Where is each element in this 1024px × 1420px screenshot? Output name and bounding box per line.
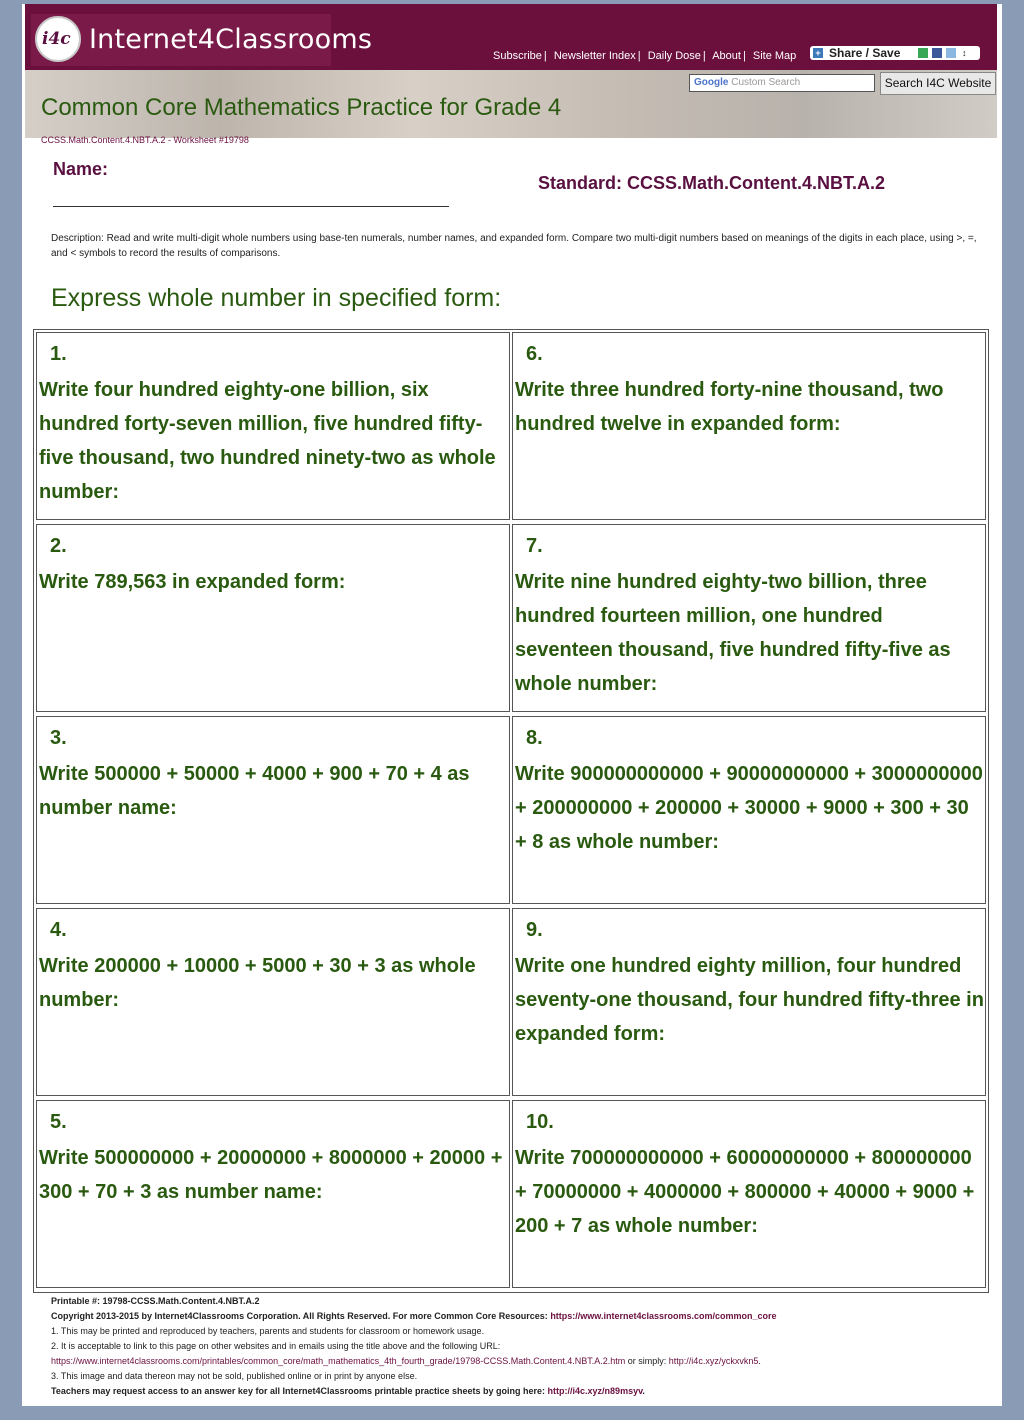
- nav-site-map[interactable]: Site Map: [752, 50, 797, 62]
- name-line: [53, 206, 449, 207]
- footer-note-1: 1. This may be printed and reproduced by teachers, parents and students for classroom or homework usage.: [51, 1326, 485, 1336]
- standard-label: Standard: CCSS.Math.Content.4.NBT.A.2: [538, 173, 886, 193]
- question-cell-6: [512, 332, 986, 520]
- facebook-icon: [932, 48, 942, 58]
- question-text: Write four hundred eighty-one billion, six hundred forty-seven million, five hundred fifty-five thousand, two hundred ninety-two as whole number:: [39, 379, 496, 503]
- question-number: 6.: [526, 343, 543, 365]
- search-input[interactable]: [689, 74, 875, 92]
- worksheet-page: [22, 4, 1002, 1406]
- share-icon: [918, 48, 928, 58]
- or-simply-text: or simply:: [625, 1356, 669, 1366]
- top-nav: Subscribe | Newsletter Index | Daily Dose | About | Site Map: [493, 50, 797, 62]
- share-save-button[interactable]: [810, 46, 980, 60]
- nav-subscribe[interactable]: Subscribe: [493, 50, 542, 62]
- nav-daily-dose[interactable]: Daily Dose: [647, 50, 701, 62]
- question-text: Write one hundred eighty million, four hundred seventy-one thousand, four hundred fifty-three in expanded form:: [515, 955, 984, 1045]
- question-text: Write 789,563 in expanded form:: [39, 571, 346, 593]
- question-text: Write 200000 + 10000 + 5000 + 30 + 3 as whole number:: [39, 955, 476, 1011]
- question-text: Write 700000000000 + 60000000000 + 800000000 + 70000000 + 4000000 + 800000 + 40000 + 9000 + 200 + 7 as whole number:: [515, 1147, 975, 1237]
- footer-note-3: 3. This image and data thereon may not be sold, published online or in print by anyone else.: [51, 1371, 418, 1381]
- logo-text: Internet4Classrooms: [89, 24, 373, 55]
- dropdown-arrows-icon: ↕: [962, 48, 967, 58]
- question-number: 4.: [50, 919, 67, 941]
- answer-key-link[interactable]: http://i4c.xyz/n89msyv: [547, 1386, 643, 1396]
- question-number: 9.: [526, 919, 543, 941]
- question-cell-5: [36, 1100, 510, 1288]
- printable-number: Printable #: 19798-CCSS.Math.Content.4.NBT.A.2: [51, 1296, 260, 1306]
- worksheet-url-link[interactable]: https://www.internet4classrooms.com/printables/common_core/math_mathematics_4th_fourth_grade/19798-CCSS.Math.Content.4.NBT.A.2.htm: [51, 1356, 626, 1366]
- question-cell-8: [512, 716, 986, 904]
- question-cell-3: [36, 716, 510, 904]
- question-cell-2: [36, 524, 510, 712]
- i4c-logo-icon: [35, 16, 81, 62]
- question-text: Write 500000000 + 20000000 + 8000000 + 20000 + 300 + 70 + 3 as number name:: [39, 1147, 503, 1203]
- copyright: Copyright 2013-2015 by Internet4Classrooms Corporation. All Rights Reserved. For more Common Core Resources:: [51, 1311, 548, 1321]
- question-text: Write 500000 + 50000 + 4000 + 900 + 70 + 4 as number name:: [39, 763, 470, 819]
- question-number: 2.: [50, 535, 67, 557]
- question-cell-4: [36, 908, 510, 1096]
- twitter-icon: [946, 48, 956, 58]
- question-cell-10: [512, 1100, 986, 1288]
- footer: Printable #: 19798-CCSS.Math.Content.4.NBT.A.2 Copyright 2013-2015 by Internet4Classrooms Corporation. All Rights Reserved. For more Common Core Resources: https://www.internet4classrooms.com/common_core 1. This may be printed and reproduced by teachers, parents and students for classroom or homework usage. 2. It is acceptable to link to this page on other websites and in emails using the title above and the following URL: https://www.internet4classrooms.com/printables/common_core/math_mathematics_4th_fourth_grade/19798-CCSS.Math.Content.4.NBT.A.2.htm or simply: http://i4c.xyz/yckxvkn5. 3. This image and data thereon may not be sold, published online or in print by anyone else. Teachers may request access to an answer key for all Internet4Classrooms printable practice sheets by going here: http://i4c.xyz/n89msyv.: [51, 1294, 995, 1399]
- question-text: Write three hundred forty-nine thousand, two hundred twelve in expanded form:: [515, 379, 944, 435]
- question-grid: [33, 329, 989, 1293]
- question-cell-7: [512, 524, 986, 712]
- footer-note-2: 2. It is acceptable to link to this page on other websites and in emails using the title above and the following URL:: [51, 1341, 501, 1351]
- question-number: 3.: [50, 727, 67, 749]
- teachers-note: Teachers may request access to an answer key for all Internet4Classrooms printable practice sheets by going here:: [51, 1386, 546, 1396]
- question-text: Write 900000000000 + 90000000000 + 3000000000 + 200000000 + 200000 + 30000 + 9000 + 300 + 30 + 8 as whole number:: [515, 763, 983, 853]
- question-number: 5.: [50, 1111, 67, 1133]
- search-button[interactable]: Search I4C Website: [880, 72, 996, 95]
- short-url-link[interactable]: http://i4c.xyz/yckxvkn5: [668, 1356, 759, 1366]
- share-label: Share / Save: [829, 46, 901, 60]
- question-cell-1: [36, 332, 510, 520]
- question-number: 10.: [526, 1111, 554, 1133]
- site-logo[interactable]: [31, 14, 373, 66]
- description: Description: Read and write multi-digit whole numbers using base-ten numerals, number names, and expanded form. Compare two multi-digit numbers based on meanings of the digits in each place, using >, =, and < symbols to record the results of comparisons.: [51, 233, 977, 259]
- breadcrumb: CCSS.Math.Content.4.NBT.A.2 - Worksheet #19798: [41, 135, 249, 145]
- share-plus-icon: +: [813, 48, 823, 58]
- page-title: Common Core Mathematics Practice for Grade 4: [41, 94, 562, 121]
- nav-newsletter-index[interactable]: Newsletter Index: [553, 50, 636, 62]
- google-logo: Google: [694, 77, 729, 88]
- question-number: 7.: [526, 535, 543, 557]
- question-number: 8.: [526, 727, 543, 749]
- nav-about[interactable]: About: [712, 50, 741, 62]
- section-title: Express whole number in specified form:: [51, 284, 502, 312]
- common-core-link[interactable]: https://www.internet4classrooms.com/common_core: [550, 1311, 777, 1321]
- question-text: Write nine hundred eighty-two billion, three hundred fourteen million, one hundred seventeen thousand, five hundred fifty-five as whole number:: [515, 571, 951, 695]
- site-banner: [25, 4, 997, 70]
- logo-badge-text: i4c: [42, 29, 71, 49]
- search-placeholder: Custom Search: [731, 77, 801, 88]
- question-cell-9: [512, 908, 986, 1096]
- name-label: Name:: [53, 159, 109, 179]
- question-number: 1.: [50, 343, 67, 365]
